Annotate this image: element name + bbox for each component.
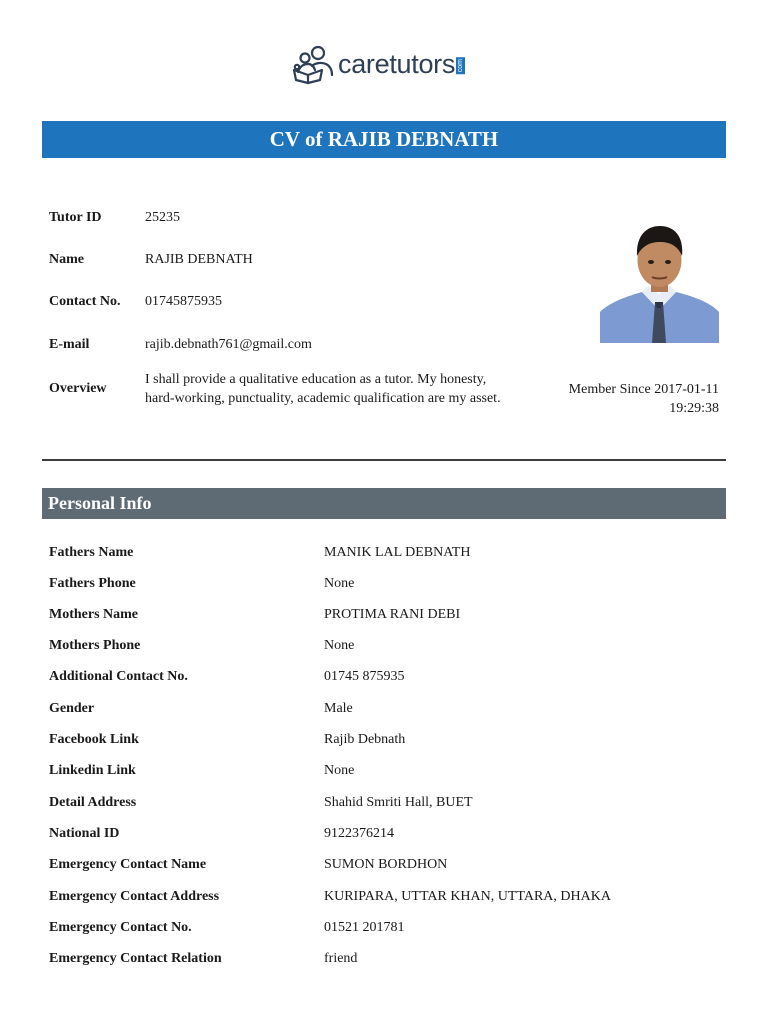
- facebook-link[interactable]: Rajib Debnath: [324, 732, 406, 747]
- info-value: None: [324, 763, 355, 778]
- info-label: Additional Contact No.: [49, 669, 188, 684]
- info-value: Shahid Smriti Hall, BUET: [324, 795, 473, 810]
- logo-text: caretutors: [338, 48, 456, 79]
- info-value: None: [324, 576, 355, 591]
- cv-title-bar: [42, 121, 726, 158]
- info-row: [49, 605, 460, 625]
- info-value: SUMON BORDHON: [324, 857, 448, 872]
- info-label: Linkedin Link: [49, 763, 136, 778]
- overview-row: [49, 370, 517, 408]
- info-row: [49, 855, 447, 875]
- info-row: [49, 949, 357, 969]
- info-row: [49, 761, 354, 781]
- personal-info-heading: Personal Info: [48, 493, 152, 513]
- cv-title: CV of RAJIB DEBNATH: [269, 127, 499, 151]
- info-value: Male: [324, 701, 353, 716]
- info-label: Mothers Phone: [49, 638, 141, 653]
- info-row: [49, 793, 473, 813]
- info-label: Gender: [49, 701, 95, 716]
- info-row: [49, 824, 394, 844]
- profile-photo: [600, 220, 719, 343]
- tutor-id-label: Tutor ID: [49, 209, 102, 225]
- overview-label: Overview: [49, 381, 107, 396]
- info-row: [49, 543, 470, 563]
- personal-info-header: [42, 488, 726, 519]
- info-value: KURIPARA, UTTAR KHAN, UTTARA, DHAKA: [324, 889, 611, 904]
- info-row: [49, 699, 353, 719]
- tutor-id-row: [49, 208, 180, 227]
- name-row: [49, 250, 253, 269]
- tutor-id-value: 25235: [145, 210, 180, 225]
- info-row: [49, 667, 405, 687]
- info-label: Facebook Link: [49, 732, 139, 747]
- info-label: Emergency Contact Name: [49, 857, 207, 872]
- info-label: Emergency Contact Address: [49, 889, 220, 904]
- info-row: [49, 887, 611, 907]
- info-label: Mothers Name: [49, 607, 139, 622]
- info-row: [49, 574, 354, 594]
- info-value: 9122376214: [324, 826, 394, 841]
- overview-value: I shall provide a qualitative education as a tutor. My honesty, hard-working, punctuality, academic qualification are my asset.: [145, 372, 501, 406]
- contact-row: [49, 292, 222, 311]
- tutor-reading-icon: [288, 42, 336, 86]
- info-label: Emergency Contact No.: [49, 920, 192, 935]
- section-divider: [42, 459, 726, 461]
- info-row: [49, 918, 405, 938]
- info-value: 01521 201781: [324, 920, 405, 935]
- info-row: [49, 636, 354, 656]
- info-label: Detail Address: [49, 795, 137, 810]
- caretutors-logo[interactable]: [288, 40, 465, 88]
- email-label: E-mail: [49, 336, 90, 352]
- info-value: friend: [324, 951, 358, 966]
- info-row: [49, 730, 405, 750]
- email-value[interactable]: rajib.debnath761@gmail.com: [145, 337, 312, 352]
- info-label: Fathers Phone: [49, 576, 136, 591]
- info-label: National ID: [49, 826, 120, 841]
- email-row: [49, 335, 312, 354]
- logo-dotcom-badge: com: [457, 59, 465, 73]
- name-value: RAJIB DEBNATH: [145, 252, 253, 267]
- info-value: 01745 875935: [324, 669, 405, 684]
- info-label: Emergency Contact Relation: [49, 951, 222, 966]
- member-since-date: Member Since 2017-01-11: [568, 382, 719, 397]
- info-value: PROTIMA RANI DEBI: [324, 607, 461, 622]
- contact-label: Contact No.: [49, 293, 121, 309]
- info-value: MANIK LAL DEBNATH: [324, 545, 471, 560]
- info-label: Fathers Name: [49, 545, 134, 560]
- member-since: [540, 380, 719, 418]
- info-value: None: [324, 638, 355, 653]
- member-since-time: 19:29:38: [669, 401, 719, 416]
- contact-value: 01745875935: [145, 294, 222, 309]
- name-label: Name: [49, 251, 84, 267]
